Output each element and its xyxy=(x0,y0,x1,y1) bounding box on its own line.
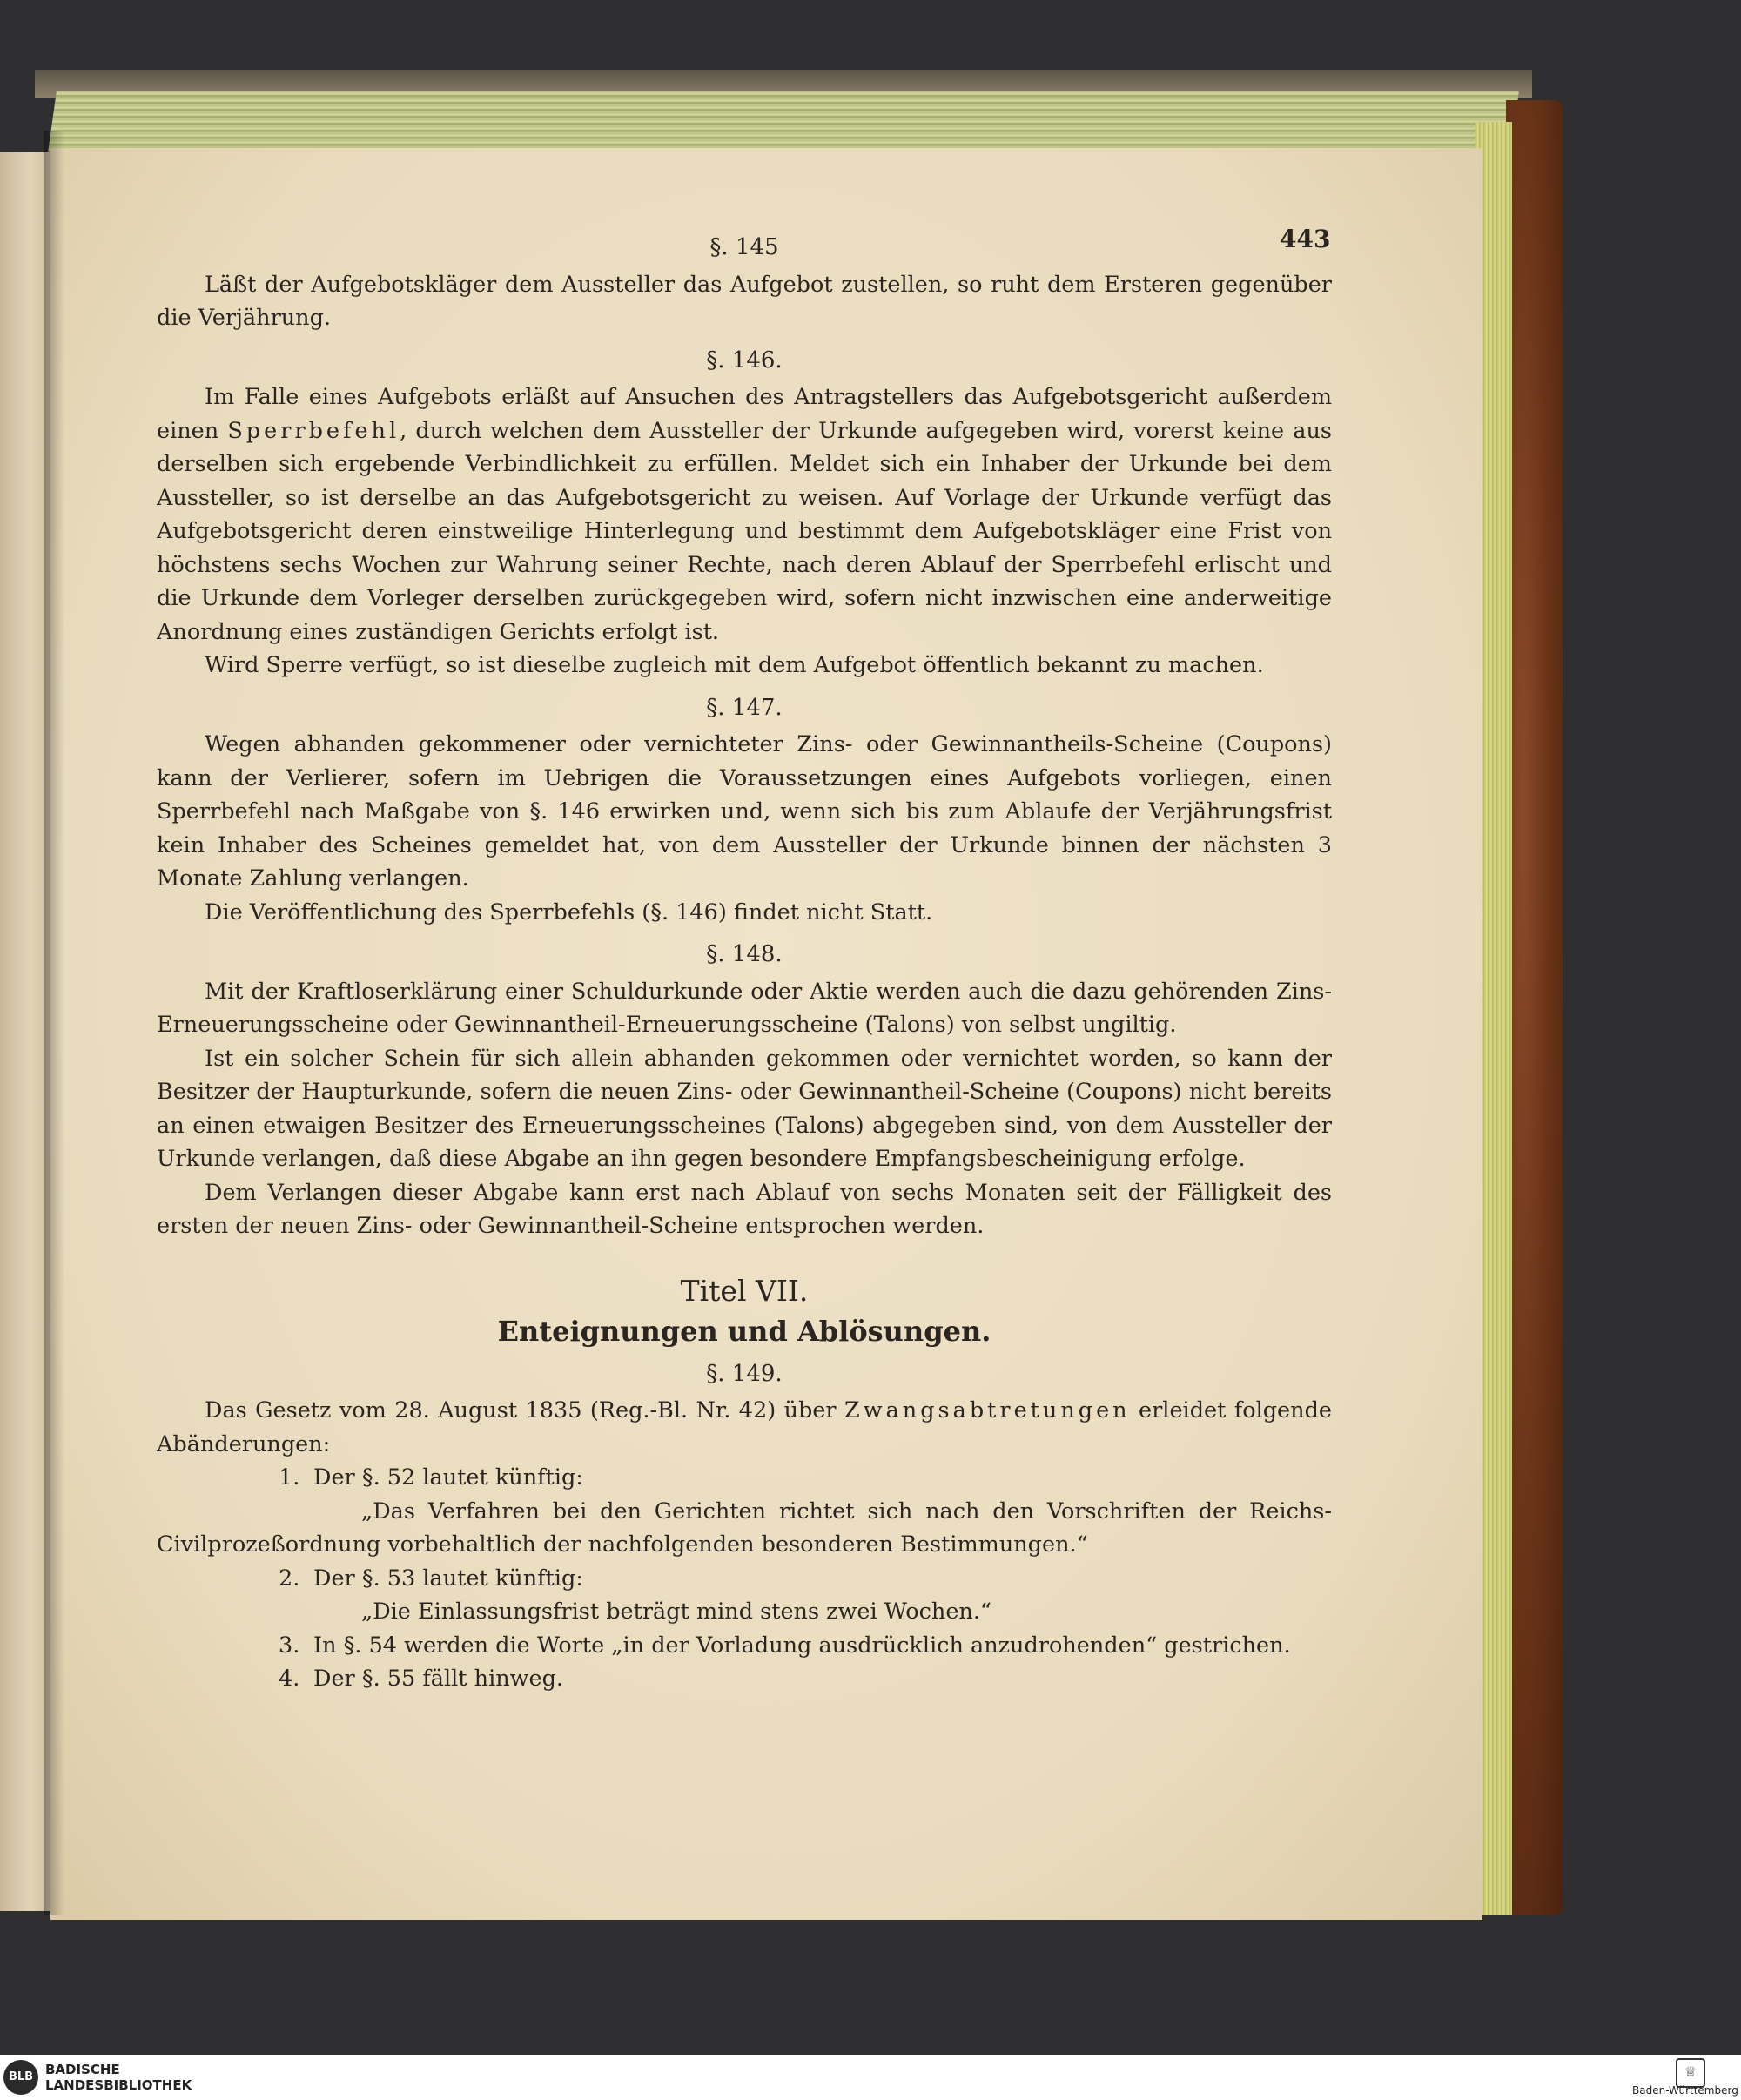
book-cover-right xyxy=(1506,100,1563,1915)
list-item xyxy=(279,1662,1332,1696)
list-item xyxy=(279,1461,1332,1495)
section-147-paragraph-2: Die Veröffentlichung des Sperrbefehls (§. 146) findet nicht Statt. xyxy=(205,899,933,925)
section-149-heading: §. 149. xyxy=(706,1360,783,1387)
section-145-paragraph: Läßt der Aufgebotskläger dem Aussteller das Aufgebot zustellen, so ruht dem Ersteren gegenüber die Verjährung. xyxy=(157,271,1332,331)
list-item-text: Der §. 52 lautet künftig: xyxy=(313,1464,583,1491)
footer-bar xyxy=(0,2055,1741,2100)
titel-heading: Titel VII. xyxy=(680,1273,809,1308)
section-149-intro xyxy=(157,1394,1332,1461)
list-item-number: 3. xyxy=(279,1632,300,1659)
list-item-number: 2. xyxy=(279,1565,300,1592)
library-name xyxy=(45,2062,192,2093)
zwangsabtretungen-term: Zwangsabtretungen xyxy=(844,1397,1131,1424)
state-label: Baden-Württemberg xyxy=(1632,2084,1738,2097)
blb-logo: BLB xyxy=(3,2060,38,2095)
list-item-text: In §. 54 werden die Worte „in der Vorladung ausdrücklich anzudrohenden“ gestrichen. xyxy=(313,1632,1291,1659)
section-148-paragraph-1: Mit der Kraftloserklärung einer Schuldurkunde oder Aktie werden auch die dazu gehörenden Zins-Erneuerungsscheine oder Gewinnantheil-Erneuerungsscheine (Talons) von selbst ungiltig. xyxy=(157,978,1332,1038)
section-145-heading: §. 145 xyxy=(709,234,779,260)
section-149-intro-b: erleidet folgende Abänderungen: xyxy=(157,1397,1332,1457)
quote-paragraph-53: „Die Einlassungsfrist beträgt mind stens zwei Wochen.“ xyxy=(361,1599,991,1625)
quote-paragraph-52: „Das Verfahren bei den Gerichten richtet sich nach den Vorschriften der Reichs-Civilprozeßordnung vorbehaltlich der nachfolgenden besonderen Bestimmungen.“ xyxy=(157,1498,1332,1558)
section-146-heading: §. 146. xyxy=(706,347,783,374)
list-item xyxy=(279,1629,1332,1663)
section-146-text-b: , durch welchen dem Aussteller der Urkunde aufgegeben wird, vorerst keine aus derselben sich ergebende Verbindlichkeit zu erfüllen. Meldet sich ein Inhaber der Urkunde bei dem Aussteller, so ist derselbe an das Aufgebotsgericht zu weisen. Auf Vorlage der Urkunde verfügt das Aufgebotsgericht deren einstweilige Hinterlegung und bestimmt dem Aufgebotskläger eine Frist von höchstens sechs Wochen zur Wahrung seiner Rechte, nach deren Ablauf der Sperrbefehl erlischt und die Urkunde dem Vorleger derselben zurückgegeben wird, sofern nicht inzwischen eine anderweitige Anordnung eines zuständigen Gerichts erfolgt ist. xyxy=(157,417,1332,645)
list-item-text: Der §. 53 lautet künftig: xyxy=(313,1565,583,1592)
sperrbefehl-term: Sperrbefehl xyxy=(227,417,400,444)
list-item-text: Der §. 55 fällt hinweg. xyxy=(313,1666,563,1692)
section-149-intro-a: Das Gesetz vom 28. August 1835 (Reg.-Bl. Nr. 42) über xyxy=(205,1397,845,1424)
list-item-number: 4. xyxy=(279,1666,300,1692)
section-147-paragraph-1: Wegen abhanden gekommener oder vernichteter Zins- oder Gewinnantheils-Scheine (Coupons) kann der Verlierer, sofern im Uebrigen die Voraussetzungen eines Aufgebots vorliegen, einen Sperrbefehl nach Maßgabe von §. 146 erwirken und, wenn sich bis zum Ablaufe der Verjährungsfrist kein Inhaber des Scheines gemeldet hat, von dem Aussteller der Urkunde binnen der nächsten 3 Monate Zahlung verlangen. xyxy=(157,731,1332,892)
list-item-number: 1. xyxy=(279,1464,300,1491)
section-146-text-a: Im Falle eines Aufgebots erläßt auf Ansuchen des Antragstellers das Aufgebotsgericht außerdem einen xyxy=(157,384,1332,444)
titel-subtitle: Enteignungen und Ablösungen. xyxy=(497,1315,991,1348)
section-148-heading: §. 148. xyxy=(706,941,783,967)
list-item xyxy=(279,1562,1332,1596)
page-number: 443 xyxy=(1280,225,1331,253)
state-coat-of-arms-icon: ♕ xyxy=(1676,2058,1705,2088)
section-146-paragraph-2: Wird Sperre verfügt, so ist dieselbe zugleich mit dem Aufgebot öffentlich bekannt zu machen. xyxy=(205,652,1264,678)
library-name-line-2: LANDESBIBLIOTHEK xyxy=(45,2077,192,2093)
library-name-line-1: BADISCHE xyxy=(45,2062,120,2077)
spine-shadow xyxy=(44,131,64,1915)
section-148-paragraph-3: Dem Verlangen dieser Abgabe kann erst nach Ablauf von sechs Monaten seit der Fälligkeit des ersten der neuen Zins- oder Gewinnantheil-Scheine entsprochen werden. xyxy=(157,1179,1332,1239)
book-top-page-edges xyxy=(48,91,1519,152)
page-text xyxy=(157,222,1332,1696)
section-146-paragraph-1 xyxy=(157,380,1332,649)
section-147-heading: §. 147. xyxy=(706,694,783,721)
section-148-paragraph-2: Ist ein solcher Schein für sich allein abhanden gekommen oder vernichtet worden, so kann der Besitzer der Haupturkunde, sofern die neuen Zins- oder Gewinnantheil-Scheine (Coupons) nicht bereits an einen etwaigen Besitzer des Erneuerungsscheines (Talons) abgegeben sind, von dem Aussteller der Urkunde verlangen, daß diese Abgabe an ihn gegen besondere Empfangsbescheinigung erfolge. xyxy=(157,1045,1332,1172)
